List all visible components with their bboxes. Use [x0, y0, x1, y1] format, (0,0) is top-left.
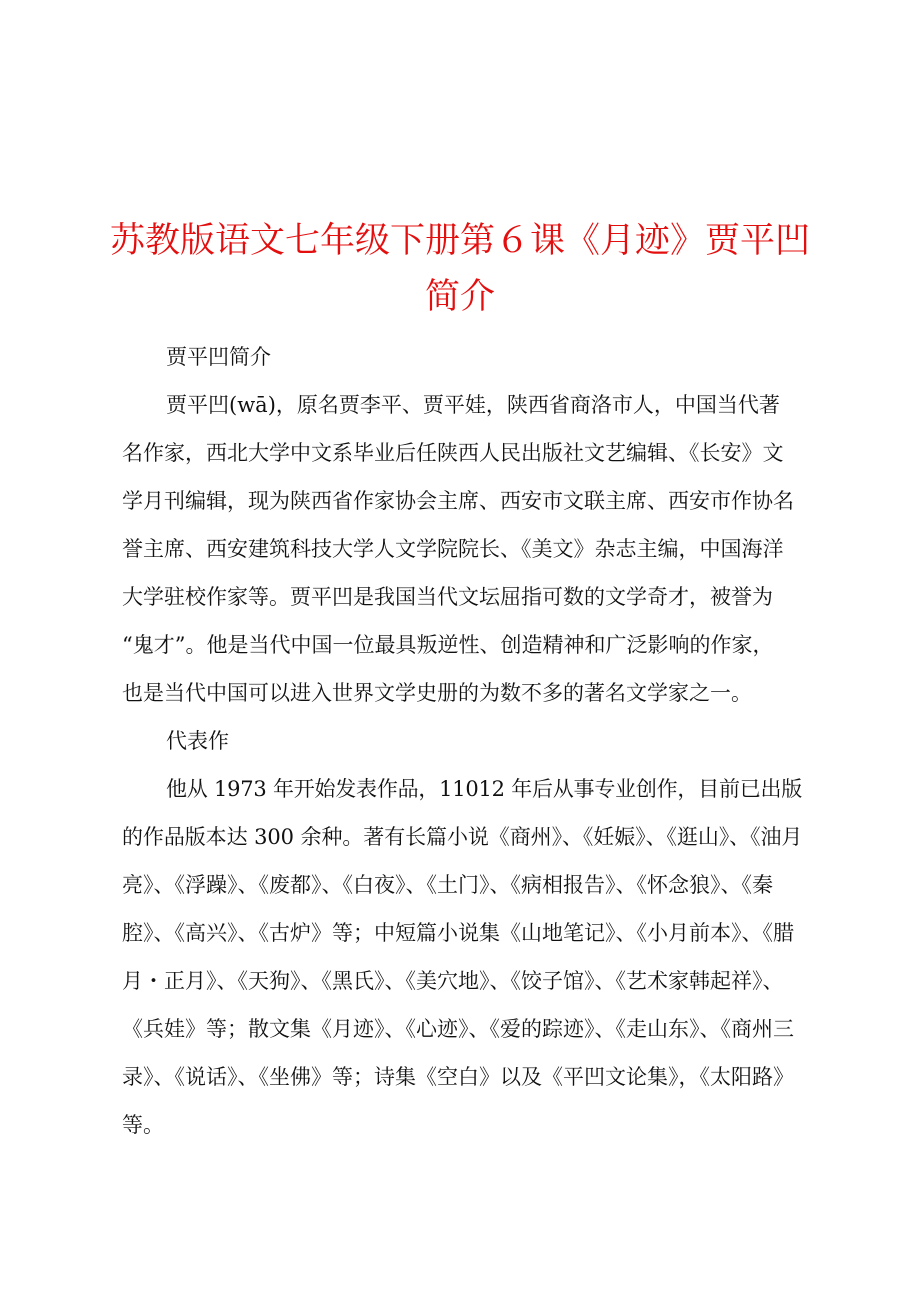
paragraph-intro: [122, 381, 802, 717]
text-line: 的作品版本达 300 余种。著有长篇小说《商州》、《妊娠》、《逛山》、《油月: [122, 825, 803, 849]
text-line: “鬼才”。他是当代中国一位最具叛逆性、创造精神和广泛影响的作家，: [122, 633, 774, 657]
paragraph-works: [122, 765, 802, 1149]
section-heading-works: [122, 717, 802, 765]
text-line: 录》、《说话》、《坐佛》等；诗集《空白》以及《平凹文论集》，《太阳路》: [122, 1065, 794, 1089]
text-line: 大学驻校作家等。贾平凹是我国当代文坛屈指可数的文学奇才，被誉为: [122, 585, 773, 609]
text-line: 他从 1973 年开始发表作品，11012 年后从事专业创作，目前已出版: [166, 777, 803, 801]
section-heading-intro: [122, 333, 802, 381]
text-line: 等。: [122, 1113, 164, 1137]
text-line: 贾平凹简介: [166, 345, 271, 369]
text-line: 《兵娃》等；散文集《月迹》、《心迹》、《爱的踪迹》、《走山东》、《商州三: [122, 1017, 794, 1041]
text-line: 学月刊编辑，现为陕西省作家协会主席、西安市文联主席、西安市作协名: [122, 489, 794, 513]
text-line: 腔》、《高兴》、《古炉》等；中短篇小说集《山地笔记》、《小月前本》、《腊: [122, 921, 794, 945]
text-line: 月・正月》、《天狗》、《黑氏》、《美穴地》、《饺子馆》、《艺术家韩起祥》、: [122, 969, 784, 993]
title-line-1: 苏教版语文七年级下册第６课《月迹》贾平凹: [109, 221, 810, 262]
document-title: [100, 213, 820, 325]
text-line: 誉主席、西安建筑科技大学人文学院院长、《美文》杂志主编，中国海洋: [122, 537, 784, 561]
text-line: 代表作: [166, 729, 229, 753]
text-line: 也是当代中国可以进入世界文学史册的为数不多的著名文学家之一。: [122, 681, 752, 705]
document-body: [122, 333, 802, 1149]
title-line-2: 简介: [424, 277, 495, 318]
text-line: 名作家，西北大学中文系毕业后任陕西人民出版社文艺编辑、《长安》文: [122, 441, 784, 465]
text-line: 贾平凹(wā)，原名贾李平、贾平娃，陕西省商洛市人，中国当代著: [166, 393, 780, 417]
text-line: 亮》、《浮躁》、《废都》、《白夜》、《土门》、《病相报告》、《怀念狼》、《秦: [122, 873, 773, 897]
